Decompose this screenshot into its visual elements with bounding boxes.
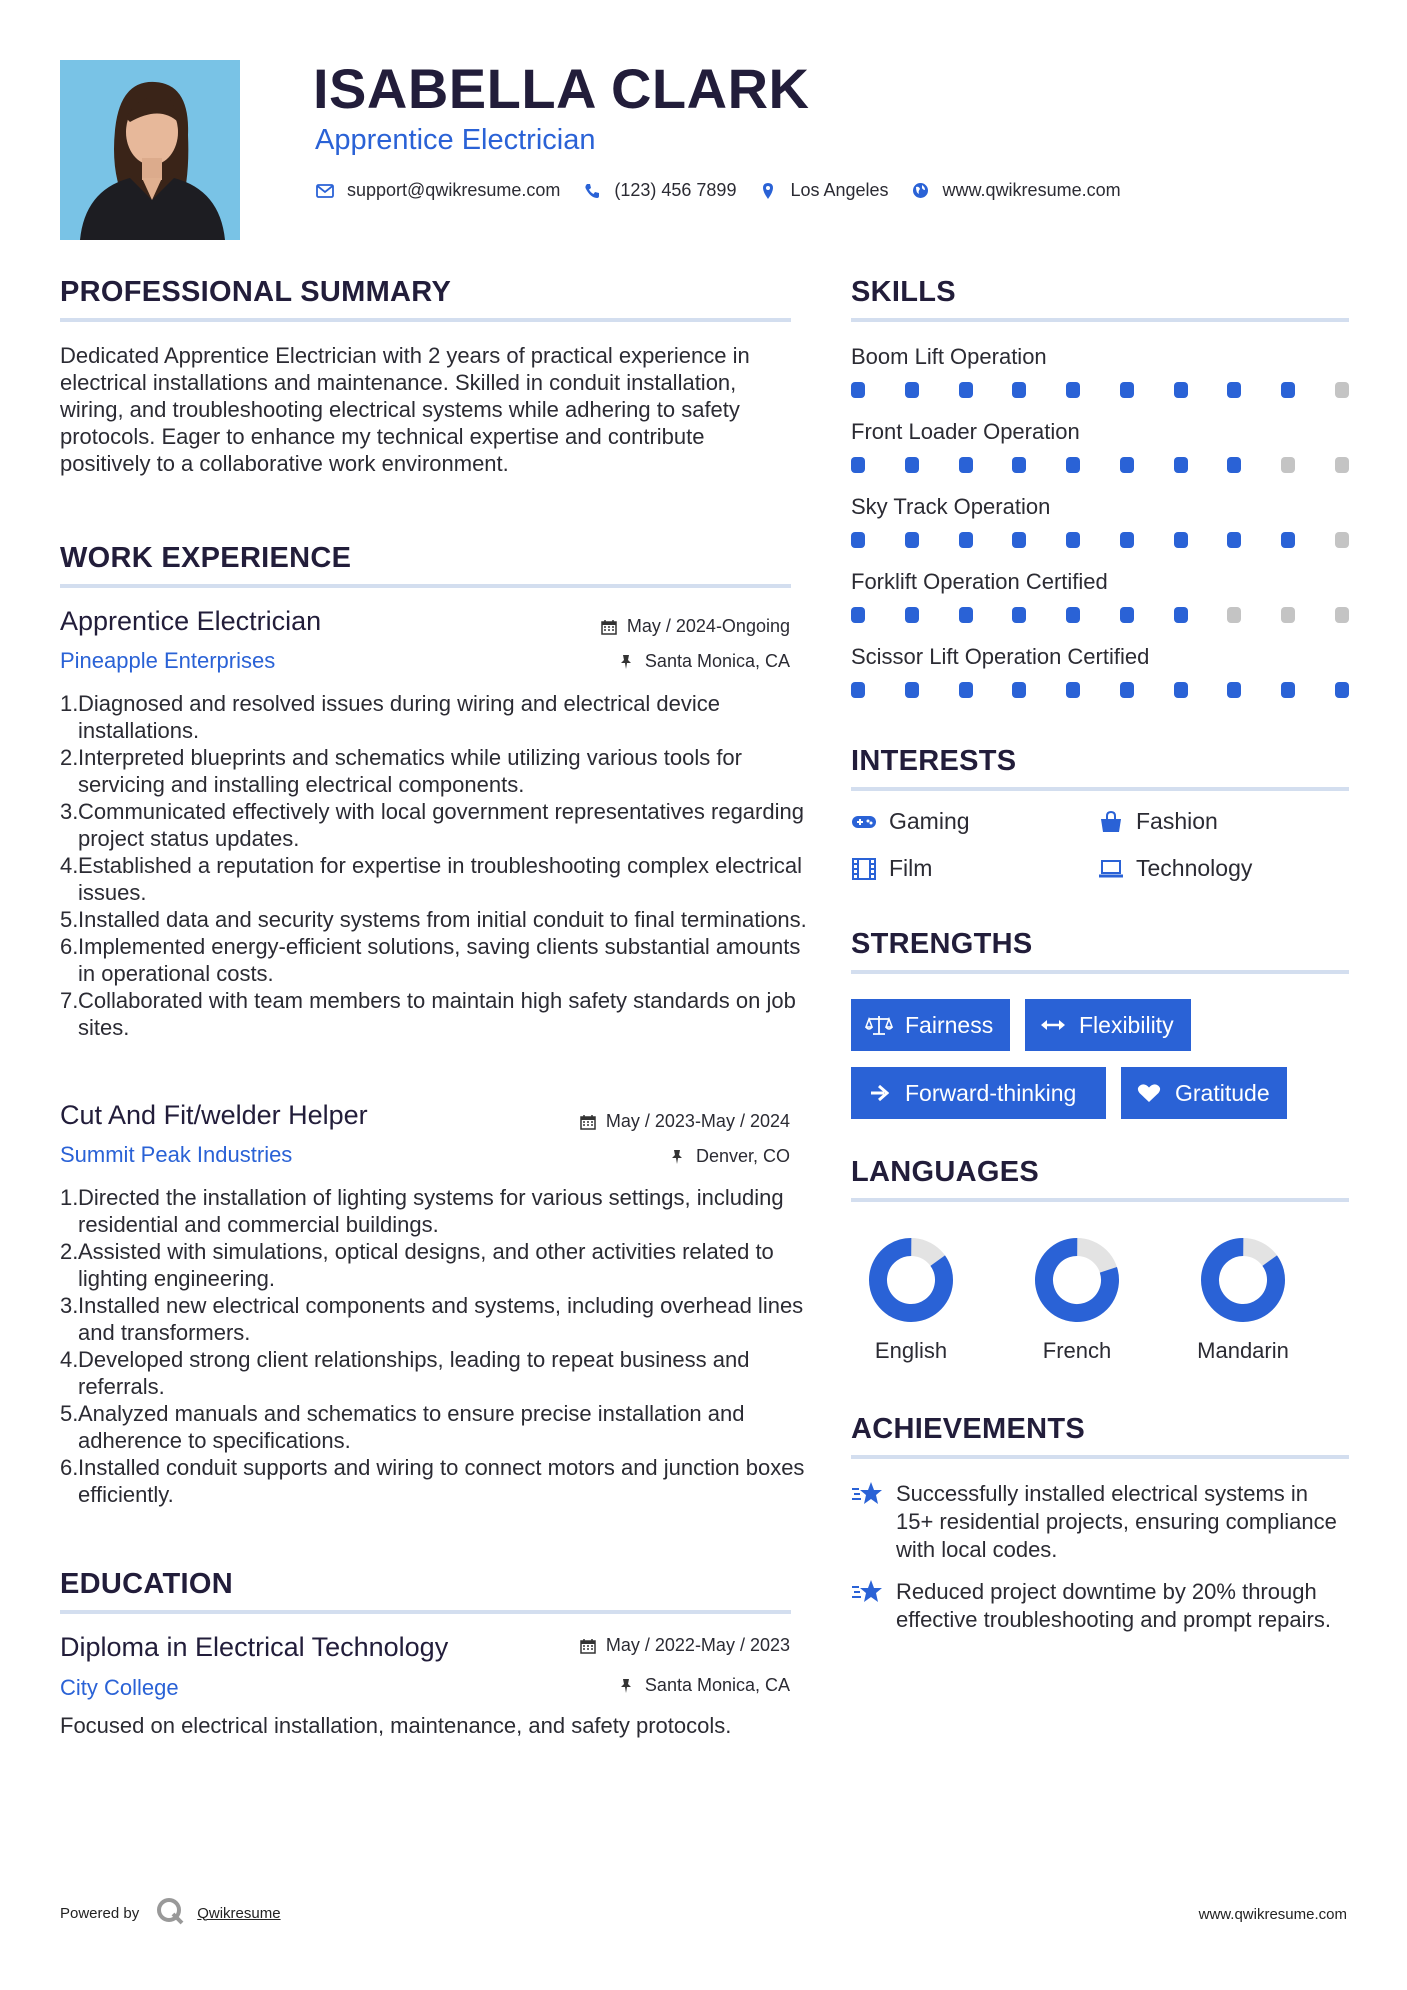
footer-powered-by [60,1896,281,1930]
job-title: Cut And Fit/welder Helper [60,1100,368,1130]
rating-dot-filled [851,607,865,623]
interest-item [1098,808,1218,835]
language-level-ring [1033,1236,1121,1324]
job-date-text: May / 2023-May / 2024 [605,1111,790,1131]
interest-label: Fashion [1136,808,1218,834]
skill-name: Sky Track Operation [851,494,1051,519]
skill-rating [851,607,1349,623]
summary-text: Dedicated Apprentice Electrician with 2 years of practical experience in electrical installations and maintenance. Skilled in conduit installation, wiring, and troubleshooting electrical systems while adhering to safety protocols. Eager to enhance my technical expertise and contribute positively to a collaborative work environment. [60,343,750,476]
rating-dot-filled [1066,457,1080,473]
rating-dot-filled [959,682,973,698]
globe-icon [911,181,931,201]
strengths-rule [851,970,1349,974]
rating-dot-filled [905,457,919,473]
ring-fill [1199,1236,1287,1324]
interest-item [1098,855,1252,882]
rating-dot-filled [1174,682,1188,698]
skill-name: Forklift Operation Certified [851,569,1108,594]
rating-dot-filled [1335,682,1349,698]
skill-rating [851,682,1349,698]
summary-heading: PROFESSIONAL SUMMARY [60,276,452,308]
languages-heading: LANGUAGES [851,1156,1039,1188]
shopping-bag-icon [1098,811,1124,833]
footer-url[interactable]: www.qwikresume.com [1198,1906,1347,1923]
strengths-heading: STRENGTHS [851,928,1033,960]
balance-scale-icon [865,1014,893,1036]
strength-chip [1025,999,1191,1051]
phone-text: (123) 456 7899 [614,180,737,200]
rating-dot-filled [1174,382,1188,398]
phone-icon [582,181,602,201]
interests-heading: INTERESTS [851,745,1017,777]
rating-dot-empty [1335,382,1349,398]
rating-dot-empty [1335,607,1349,623]
job-date [580,1111,790,1132]
arrow-right-icon [865,1082,893,1104]
rating-dot-filled [959,382,973,398]
website-text: www.qwikresume.com [942,180,1121,200]
job-location-text: Denver, CO [695,1146,790,1166]
rating-dot-filled [1066,682,1080,698]
list-item: 6. Implemented energy-efficient solutions, saving clients substantial amounts in operational costs. [60,934,801,986]
job-location [619,651,790,672]
contact-bar [315,180,1143,201]
list-item: 5. Installed data and security systems from initial conduit to final terminations. [60,907,807,932]
skill-name: Boom Lift Operation [851,344,1047,369]
school-name: City College [60,1675,179,1700]
education-location-text: Santa Monica, CA [644,1675,790,1695]
job-location-text: Santa Monica, CA [644,651,790,671]
map-marker-icon [758,181,778,201]
calendar-icon [580,1638,596,1654]
pin-icon [619,1678,635,1694]
rating-dot-filled [905,382,919,398]
achievement-item [851,1480,1349,1564]
rating-dot-empty [1335,457,1349,473]
rating-dot-filled [1281,682,1295,698]
rating-dot-filled [851,532,865,548]
skill-name: Front Loader Operation [851,419,1080,444]
language-item [841,1236,981,1364]
rating-dot-filled [905,682,919,698]
interest-label: Technology [1136,855,1253,881]
summary-rule [60,318,791,322]
achievements-heading: ACHIEVEMENTS [851,1413,1086,1445]
experience-heading: WORK EXPERIENCE [60,542,352,574]
language-level-ring [1199,1236,1287,1324]
rating-dot-filled [1227,457,1241,473]
language-name: French [1042,1338,1112,1363]
degree-title: Diploma in Electrical Technology [60,1632,449,1662]
interest-item [851,808,970,835]
qwikresume-logo-icon [155,1896,185,1930]
language-level-ring [867,1236,955,1324]
ring-fill [867,1236,955,1324]
rating-dot-filled [1120,382,1134,398]
rating-dot-empty [1227,607,1241,623]
strength-label: Gratitude [1175,1079,1270,1106]
education-rule [60,1610,791,1614]
interest-item [851,855,932,882]
heart-icon [1135,1082,1163,1104]
location-text: Los Angeles [790,180,889,200]
list-item: 2. Interpreted blueprints and schematics while utilizing various tools for servicing and installing electrical components. [60,745,742,797]
list-item: 4. Established a reputation for expertise in troubleshooting complex electrical issues. [60,853,802,905]
rating-dot-filled [959,457,973,473]
strength-chip [851,1067,1106,1119]
film-icon [851,858,877,880]
skill-rating [851,457,1349,473]
envelope-icon [315,181,335,201]
list-item: 1. Diagnosed and resolved issues during wiring and electrical device installations. [60,691,721,743]
strength-chip [1121,1067,1287,1119]
list-item: 2. Assisted with simulations, optical designs, and other activities related to lighting engineering. [60,1239,774,1291]
job-title: Apprentice Electrician [60,606,322,636]
education-heading: EDUCATION [60,1568,233,1600]
job-location [670,1146,790,1167]
strength-chip [851,999,1010,1051]
rating-dot-filled [1012,607,1026,623]
rating-dot-filled [1281,532,1295,548]
rating-dot-filled [1227,382,1241,398]
rating-dot-filled [1120,607,1134,623]
candidate-role: Apprentice Electrician [315,124,596,156]
education-date-text: May / 2022-May / 2023 [605,1635,790,1655]
rating-dot-filled [1066,607,1080,623]
rating-dot-filled [1227,682,1241,698]
rating-dot-filled [1066,532,1080,548]
job-bullets [60,690,808,1041]
rating-dot-empty [1335,532,1349,548]
rating-dot-filled [1012,532,1026,548]
language-name: Mandarin [1197,1338,1289,1363]
rating-dot-filled [1281,382,1295,398]
rating-dot-filled [1012,682,1026,698]
job-date-text: May / 2024-Ongoing [626,616,790,636]
rating-dot-empty [1281,607,1295,623]
rating-dot-filled [1066,382,1080,398]
skill-rating [851,532,1349,548]
candidate-name: ISABELLA CLARK [313,57,810,120]
list-item: 6. Installed conduit supports and wiring to connect motors and junction boxes efficiently. [60,1455,805,1507]
rating-dot-filled [959,532,973,548]
contact-website[interactable] [911,180,1121,201]
rating-dot-filled [1227,532,1241,548]
interest-label: Gaming [889,808,970,834]
job-bullets [60,1184,808,1508]
pin-icon [619,654,635,670]
list-item: 7. Collaborated with team members to maintain high safety standards on job sites. [60,988,796,1040]
rating-dot-filled [1174,532,1188,548]
skills-heading: SKILLS [851,276,956,308]
language-item [1173,1236,1313,1364]
rating-dot-filled [1174,607,1188,623]
star-icon [851,1578,883,1606]
language-item [1007,1236,1147,1364]
calendar-icon [580,1114,596,1130]
rating-dot-filled [1012,382,1026,398]
skill-rating [851,382,1349,398]
languages-rule [851,1198,1349,1202]
education-date [580,1635,790,1656]
contact-phone[interactable] [582,180,736,201]
education-description: Focused on electrical installation, maintenance, and safety protocols. [60,1713,732,1738]
skill-name: Scissor Lift Operation Certified [851,644,1150,669]
star-icon [851,1480,883,1508]
job-date [601,616,790,637]
achievements-rule [851,1455,1349,1459]
rating-dot-filled [1012,457,1026,473]
job-company: Pineapple Enterprises [60,648,276,673]
rating-dot-filled [959,607,973,623]
job-company: Summit Peak Industries [60,1142,293,1167]
powered-by-text: Powered by [60,1904,140,1922]
list-item: 5. Analyzed manuals and schematics to ensure precise installation and adherence to specifications. [60,1401,745,1453]
rating-dot-filled [1120,682,1134,698]
email-text: support@qwikresume.com [347,180,561,200]
strength-label: Fairness [905,1011,994,1038]
profile-photo [60,60,240,240]
skills-rule [851,318,1349,322]
experience-rule [60,584,791,588]
calendar-icon [601,619,617,635]
strength-label: Forward-thinking [905,1079,1077,1106]
list-item: 3. Communicated effectively with local government representatives regarding project status updates. [60,799,804,851]
gamepad-icon [851,811,877,833]
strength-label: Flexibility [1079,1011,1174,1038]
laptop-icon [1098,858,1124,880]
rating-dot-filled [1120,532,1134,548]
rating-dot-empty [1281,457,1295,473]
list-item: 3. Installed new electrical components and systems, including overhead lines and transformers. [60,1293,804,1345]
list-item: 1. Directed the installation of lighting systems for various settings, including residential and commercial buildings. [60,1185,784,1237]
rating-dot-filled [1174,457,1188,473]
list-item: 4. Developed strong client relationships, leading to repeat business and referrals. [60,1347,750,1399]
rating-dot-filled [851,682,865,698]
footer-brand-link[interactable]: Qwikresume [197,1904,281,1922]
education-location [619,1675,790,1696]
rating-dot-filled [905,607,919,623]
rating-dot-filled [851,457,865,473]
achievement-item [851,1578,1349,1634]
rating-dot-filled [905,532,919,548]
achievement-text: Reduced project downtime by 20% through effective troubleshooting and prompt repairs. [896,1579,1331,1632]
interests-rule [851,787,1349,791]
rating-dot-filled [1120,457,1134,473]
arrows-horizontal-icon [1039,1014,1067,1036]
language-name: English [874,1338,948,1363]
contact-email[interactable] [315,180,560,201]
rating-dot-filled [851,382,865,398]
pin-icon [670,1149,686,1165]
interest-label: Film [889,855,933,881]
achievement-text: Successfully installed electrical systems in 15+ residential projects, ensuring compliance with local codes. [896,1481,1337,1562]
contact-location [758,180,888,201]
